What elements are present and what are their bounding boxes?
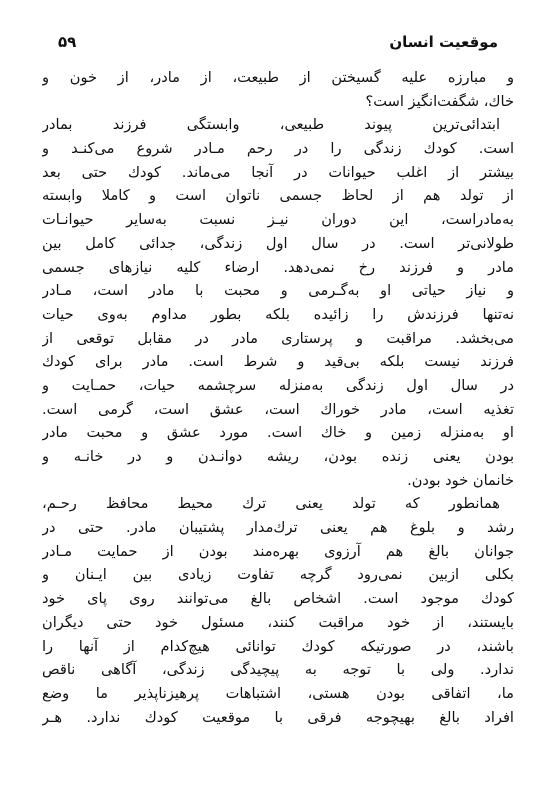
text-line: و مبارزه علیه گسیختن از طبیعت، از مادر، از خون و bbox=[42, 69, 514, 86]
text-line: است. کودك زندگی را در رحم مـادر شروع می‌کنـد و bbox=[42, 140, 514, 158]
text-line: باشند، در صورتیکه کودك توانائی هیچ‌کدام از آنها را bbox=[42, 637, 514, 655]
text-line: کودك موجود است. اشخاص بالغ می‌توانند روی پای خود bbox=[42, 590, 514, 608]
text-line: بودن یعنی زنده بودن، ریشه دوانـدن و در خانـه و bbox=[42, 448, 514, 465]
text-line: طولانی‌تر است. در سال اول زندگی، جدائی کامل بین bbox=[42, 234, 514, 252]
text-line: خانمان خود بودن. bbox=[407, 471, 514, 489]
running-title: موقعیت انسان bbox=[389, 33, 498, 51]
text-line: بایستند، از خود مراقبت کنند، مسئول خود حتی دیگران bbox=[42, 613, 514, 631]
text-line: بیشتر از اغلب حیوانات در آنجا می‌ماند. کودك حتی بعد bbox=[42, 163, 514, 181]
text-line: فرزند نیست بلکه بی‌قید و شرط است. مادر برای کودك bbox=[42, 353, 514, 371]
text-line: همانطور که تولد یعنی ترك محیط محافظ رحـم، bbox=[42, 495, 500, 513]
text-line: و نیاز حیاتی او به‌گـرمی و محبت با مادر است، مـادر bbox=[42, 282, 514, 300]
text-line: از تولد هم از لحاظ جسمی ناتوان است و کاملا وابسته bbox=[42, 187, 514, 205]
text-line: جوانان بالغ هم آرزوی بهره‌مند بودن از حمایت مـادر bbox=[42, 542, 514, 560]
text-line: به‌مادراست، این دوران نیـز نسبت به‌سایر حیوانـات bbox=[42, 211, 514, 229]
text-line: نه‌تنها فرزندش را زائیده بلکه بطور مداوم به‌وی حیات bbox=[42, 305, 514, 323]
page-number: ۵۹ bbox=[58, 33, 77, 51]
text-line: ندارد. ولی با توجه به پیچیدگی زندگی، آگاهی ناقص bbox=[42, 661, 514, 679]
text-line: ما، اتفاقی بودن هستی، اشتباهات پرهیزناپذیر ما وضع bbox=[42, 684, 514, 702]
text-line: در سال اول زندگی به‌منزله سرچشمه حیات، حمـایت و bbox=[42, 376, 514, 394]
text-line: بکلی ازبین نمی‌رود گرچه تفاوت زیادی بین ایـنان و bbox=[42, 566, 514, 584]
text-line: او به‌منزله زمین و خاك است. مورد عشق و محبت مادر bbox=[42, 424, 514, 442]
text-line: افراد بالغ بهیچوجه فرقی با موقعیت کودك ندارد. هـر bbox=[42, 708, 514, 726]
text-line: می‌بخشد. مراقبت و پرستاری مادر در مقابل توقعی از bbox=[42, 329, 514, 347]
text-line: رشد و بلوغ هم یعنی ترك‌مدار پشتیبان مادر. حتی در bbox=[42, 519, 514, 537]
text-line: تغذیه است، مادر خوراك است، عشق است، گرمی است. bbox=[42, 400, 514, 418]
body-text bbox=[42, 66, 514, 729]
text-line: خاك، شگفت‌انگیز است؟ bbox=[365, 92, 514, 110]
running-header bbox=[58, 30, 498, 54]
text-line: مادر و فرزند رخ نمی‌دهد. ارضاء کلیه نیازهای جسمی bbox=[42, 258, 514, 276]
text-line: ابتدائی‌ترین پیوند طبیعی، وابستگی فرزند بمادر bbox=[42, 116, 500, 134]
